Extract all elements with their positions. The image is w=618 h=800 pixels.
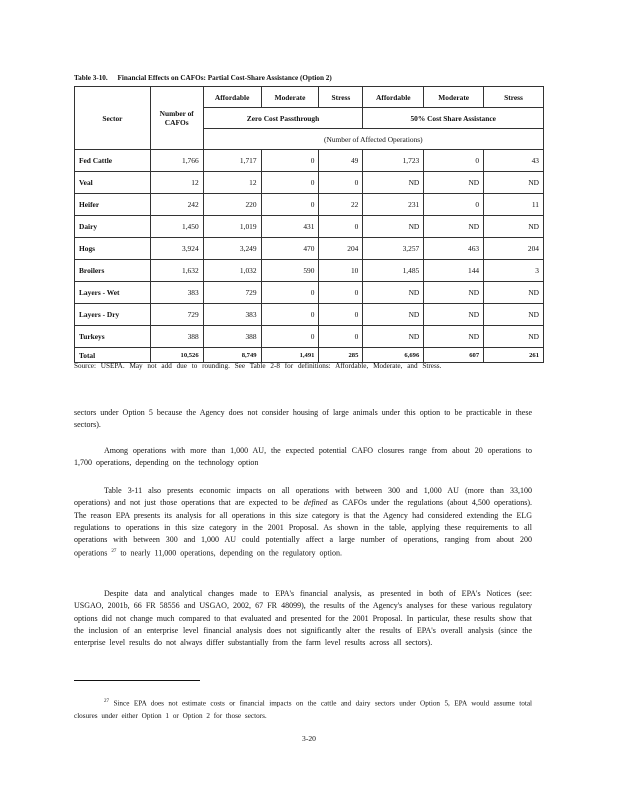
- cell-m0: 1,491: [261, 348, 319, 363]
- cell-s50: 204: [484, 238, 544, 260]
- table-row: [75, 150, 544, 172]
- cell-s50: ND: [484, 326, 544, 348]
- cell-n: 383: [150, 282, 203, 304]
- paragraph-4: Despite data and analytical changes made to EPA's financial analysis, as presented in both of EPA's Notices (see: USGAO, 2001b, 66 FR 58556 and USGAO, 2002, 67 FR 48099), the results of the Agency's analyses for these various regulatory options did not change much compared to that evaluated and presented for the 2001 Proposal. In particular, these results show that the inclusion of an enterprise level financial analysis does not significantly alter the results of EPA's overall analysis (since the enterprise level results do not always differ substantially from the farm level results across all sectors).: [74, 589, 532, 648]
- cell-s0: 0: [319, 326, 363, 348]
- table-row: [75, 326, 544, 348]
- footnote-text: Since EPA does not estimate costs or financial impacts on the cattle and dairy sectors under Option 5, EPA would assume total closures under either Option 1 or Option 2 for those sectors.: [74, 699, 532, 720]
- cell-s50: ND: [484, 282, 544, 304]
- cell-s0: 49: [319, 150, 363, 172]
- footnote-mark: 27: [104, 699, 109, 705]
- paragraph-3-defined: defined: [303, 498, 328, 508]
- cell-n: 3,924: [150, 238, 203, 260]
- cell-a0: 383: [203, 304, 261, 326]
- cell-s50: 43: [484, 150, 544, 172]
- cell-m0: 470: [261, 238, 319, 260]
- cell-n: 242: [150, 194, 203, 216]
- table-caption: [74, 74, 544, 82]
- row-sector: Heifer: [75, 194, 151, 216]
- cell-n: 1,632: [150, 260, 203, 282]
- paragraph-3-part-a: Table 3-11 also presents economic impacts on all operations with between 300 and 1,000 AU (more than 33,100 operations) and not just those operations that are expected to be: [74, 486, 532, 508]
- cell-m50: 144: [424, 260, 484, 282]
- cell-s50: ND: [484, 216, 544, 238]
- table-row: [75, 304, 544, 326]
- footnote-rule: [74, 680, 200, 681]
- cell-s0: 285: [319, 348, 363, 363]
- footnote: [74, 696, 532, 721]
- cell-m50: ND: [424, 216, 484, 238]
- cell-a50: 6,696: [363, 348, 424, 363]
- row-sector: Total: [75, 348, 151, 363]
- financial-effects-table: [74, 86, 544, 363]
- cell-s50: 11: [484, 194, 544, 216]
- paragraph-2: Among operations with more than 1,000 AU, the expected potential CAFO closures range from about 20 operations to 1,700 operations, depending on the technology option: [74, 446, 532, 468]
- cell-a0: 12: [203, 172, 261, 194]
- cell-a50: ND: [363, 304, 424, 326]
- cell-a50: ND: [363, 282, 424, 304]
- cell-s50: ND: [484, 304, 544, 326]
- cell-m0: 0: [261, 172, 319, 194]
- cell-m0: 0: [261, 326, 319, 348]
- cell-a50: 1,723: [363, 150, 424, 172]
- table-row: [75, 282, 544, 304]
- cell-m50: ND: [424, 172, 484, 194]
- cell-s50: 3: [484, 260, 544, 282]
- table-row: [75, 194, 544, 216]
- cell-a50: ND: [363, 172, 424, 194]
- row-sector: Turkeys: [75, 326, 151, 348]
- table-body: [75, 150, 544, 363]
- cell-n: 1,450: [150, 216, 203, 238]
- header-stress-zero: Stress: [319, 87, 363, 108]
- cell-a0: 1,717: [203, 150, 261, 172]
- cell-a0: 220: [203, 194, 261, 216]
- paragraph-3-part-b: as CAFOs under the regulations (about 4,500 operations). The reason EPA presents its analysis for all operations in this size category is that the Agency had considered extending the ELG regulations to operations in this size category in the 2001 Proposal. As shown in the table, applying these requirements to all operations with between 300 and 1,000 AU could potentially affect a large number of operations, ranging from about 200 operations: [74, 498, 533, 559]
- table-row: [75, 348, 544, 363]
- row-sector: Veal: [75, 172, 151, 194]
- row-sector: Layers - Wet: [75, 282, 151, 304]
- cell-a0: 1,019: [203, 216, 261, 238]
- cell-s0: 0: [319, 172, 363, 194]
- row-sector: Fed Cattle: [75, 150, 151, 172]
- cell-m0: 0: [261, 304, 319, 326]
- header-affordable-fifty: Affordable: [363, 87, 424, 108]
- cell-a0: 3,249: [203, 238, 261, 260]
- header-fifty-cost-share: 50% Cost Share Assistance: [363, 108, 544, 129]
- cell-s0: 22: [319, 194, 363, 216]
- cell-n: 388: [150, 326, 203, 348]
- cell-m0: 0: [261, 150, 319, 172]
- page-number: 3-20: [302, 734, 316, 743]
- cell-a0: 729: [203, 282, 261, 304]
- cell-m50: 463: [424, 238, 484, 260]
- cell-m0: 431: [261, 216, 319, 238]
- header-sector: Sector: [75, 87, 151, 150]
- cell-n: 12: [150, 172, 203, 194]
- table-row: [75, 260, 544, 282]
- header-number-of-cafos: Number of CAFOs: [150, 87, 203, 150]
- row-sector: Dairy: [75, 216, 151, 238]
- cell-s0: 10: [319, 260, 363, 282]
- cell-m0: 0: [261, 194, 319, 216]
- table-number: Table 3-10.: [74, 74, 108, 82]
- cell-a50: ND: [363, 326, 424, 348]
- table-source-note: Source: USEPA. May not add due to rounding. See Table 2-8 for definitions: Affordable, Moderate, and Stress.: [74, 362, 442, 370]
- cell-s50: ND: [484, 172, 544, 194]
- cell-a0: 388: [203, 326, 261, 348]
- cell-m50: 0: [424, 150, 484, 172]
- paragraph-3: [74, 485, 532, 560]
- table-row: [75, 238, 544, 260]
- table-title: Financial Effects on CAFOs: Partial Cost-Share Assistance (Option 2): [117, 74, 332, 82]
- footnote-reference: 27: [111, 549, 117, 555]
- cell-m50: 607: [424, 348, 484, 363]
- row-sector: Broilers: [75, 260, 151, 282]
- cell-m50: 0: [424, 194, 484, 216]
- cell-s0: 0: [319, 216, 363, 238]
- row-sector: Hogs: [75, 238, 151, 260]
- row-sector: Layers - Dry: [75, 304, 151, 326]
- header-moderate-zero: Moderate: [261, 87, 319, 108]
- cell-a50: 231: [363, 194, 424, 216]
- header-stress-fifty: Stress: [484, 87, 544, 108]
- cell-m50: ND: [424, 282, 484, 304]
- cell-s0: 204: [319, 238, 363, 260]
- header-zero-cost-passthrough: Zero Cost Passthrough: [203, 108, 363, 129]
- cell-n: 729: [150, 304, 203, 326]
- cell-a50: ND: [363, 216, 424, 238]
- table-row: [75, 172, 544, 194]
- cell-a50: 1,485: [363, 260, 424, 282]
- header-units: (Number of Affected Operations): [203, 129, 543, 150]
- cell-s0: 0: [319, 304, 363, 326]
- cell-m50: ND: [424, 304, 484, 326]
- cell-s0: 0: [319, 282, 363, 304]
- cell-a0: 1,032: [203, 260, 261, 282]
- table-row: [75, 216, 544, 238]
- header-moderate-fifty: Moderate: [424, 87, 484, 108]
- cell-s50: 261: [484, 348, 544, 363]
- paragraph-1: sectors under Option 5 because the Agency does not consider housing of large animals under this option to be practicable in these sectors).: [74, 408, 532, 430]
- header-affordable-zero: Affordable: [203, 87, 261, 108]
- cell-m50: ND: [424, 326, 484, 348]
- cell-n: 1,766: [150, 150, 203, 172]
- paragraph-3-part-c: to nearly 11,000 operations, depending on the regulatory option.: [120, 549, 342, 559]
- cell-n: 10,526: [150, 348, 203, 363]
- cell-a50: 3,257: [363, 238, 424, 260]
- cell-m0: 590: [261, 260, 319, 282]
- cell-m0: 0: [261, 282, 319, 304]
- cell-a0: 8,749: [203, 348, 261, 363]
